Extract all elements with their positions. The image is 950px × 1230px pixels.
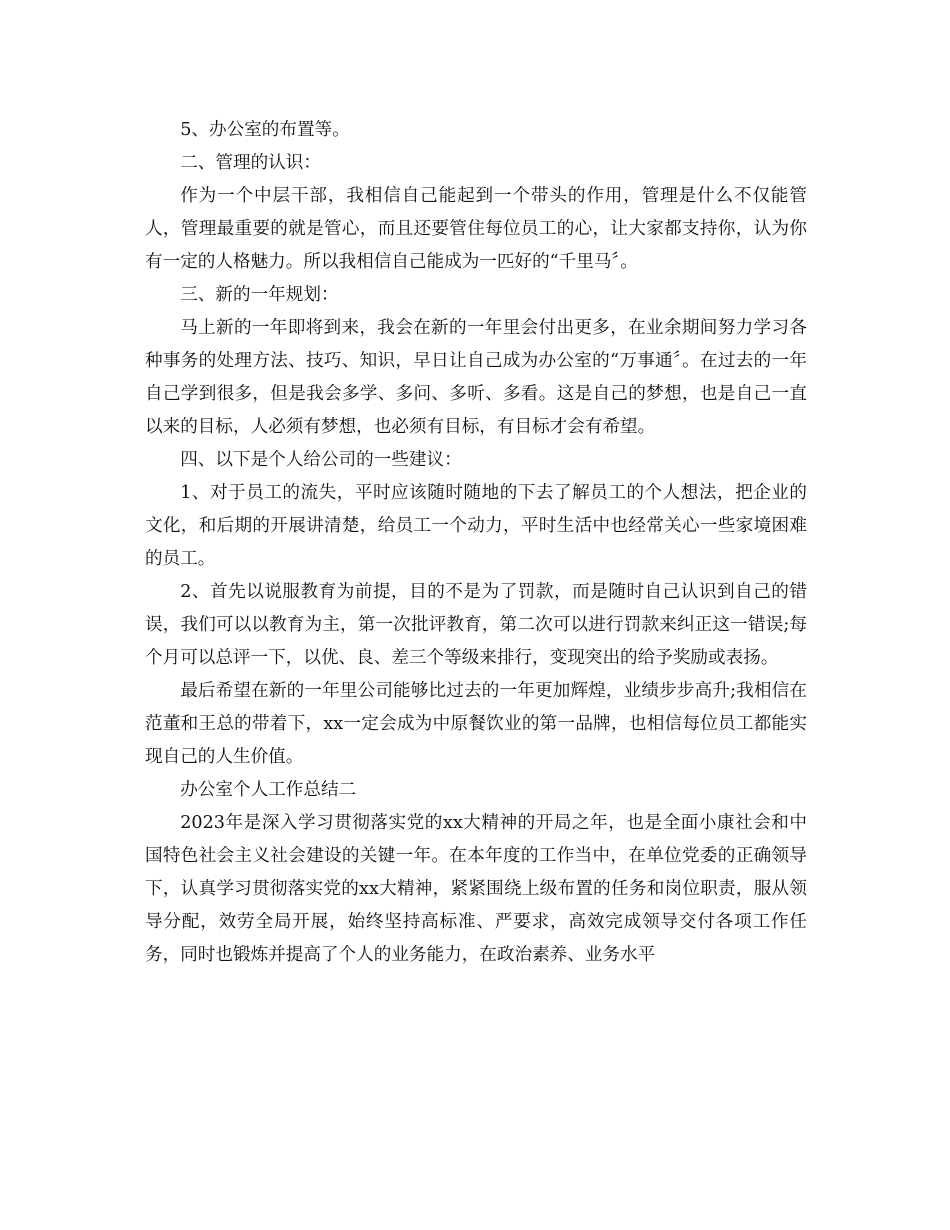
paragraph-management: 作为一个中层干部，我相信自己能起到一个带头的作用，管理是什么不仅能管人，管理最重要的就是管心，而且还要管住每位员工的心，让大家都支持你，认为你有一定的人格魅力。所以我相信自己能成为一匹好的“千里马〞。 xyxy=(145,186,807,272)
list-item-office-layout: 5、办公室的布置等。 xyxy=(180,120,350,140)
document-body xyxy=(145,114,807,972)
paragraph-suggestion-2: 2、首先以说服教育为前提，目的不是为了罚款，而是随时自己认识到自己的错误，我们可以以教育为主，第一次批评教育，第二次可以进行罚款来纠正这一错误;每个月可以总评一下，以优、良、差三个等级来排行，变现突出的给予奖励或表扬。 xyxy=(145,582,807,668)
paragraph-summary-intro: 2023年是深入学习贯彻落实党的xx大精神的开局之年，也是全面小康社会和中国特色社会主义社会建设的关键一年。在本年度的工作当中，在单位党委的正确领导下，认真学习贯彻落实党的xx大精神，紧紧围绕上级布置的任务和岗位职责，服从领导分配，效劳全局开展，始终坚持高标准、严要求，高效完成领导交付各项工作任务，同时也锻炼并提高了个人的业务能力，在政治素养、业务水平 xyxy=(145,813,807,965)
section-heading-management: 二、管理的认识： xyxy=(180,153,321,173)
section-heading-new-year-plan: 三、新的一年规划： xyxy=(180,285,339,305)
paragraph-suggestion-1: 1、对于员工的流失，平时应该随时随地的下去了解员工的个人想法，把企业的文化，和后期的开展讲清楚，给员工一个动力，平时生活中也经常关心一些家境困难的员工。 xyxy=(145,483,807,569)
paragraph-closing: 最后希望在新的一年里公司能够比过去的一年更加辉煌，业绩步步高升;我相信在范董和王总的带着下，xx一定会成为中原餐饮业的第一品牌，也相信每位员工都能实现自己的人生价值。 xyxy=(145,681,807,767)
section-heading-suggestions: 四、以下是个人给公司的一些建议： xyxy=(180,450,462,470)
document-subtitle: 办公室个人工作总结二 xyxy=(180,780,357,800)
paragraph-new-year-plan: 马上新的一年即将到来，我会在新的一年里会付出更多，在业余期间努力学习各种事务的处理方法、技巧、知识，早日让自己成为办公室的“万事通〞。在过去的一年自己学到很多，但是我会多学、多问、多听、多看。这是自己的梦想，也是自己一直以来的目标，人必须有梦想，也必须有目标，有目标才会有希望。 xyxy=(145,318,807,437)
